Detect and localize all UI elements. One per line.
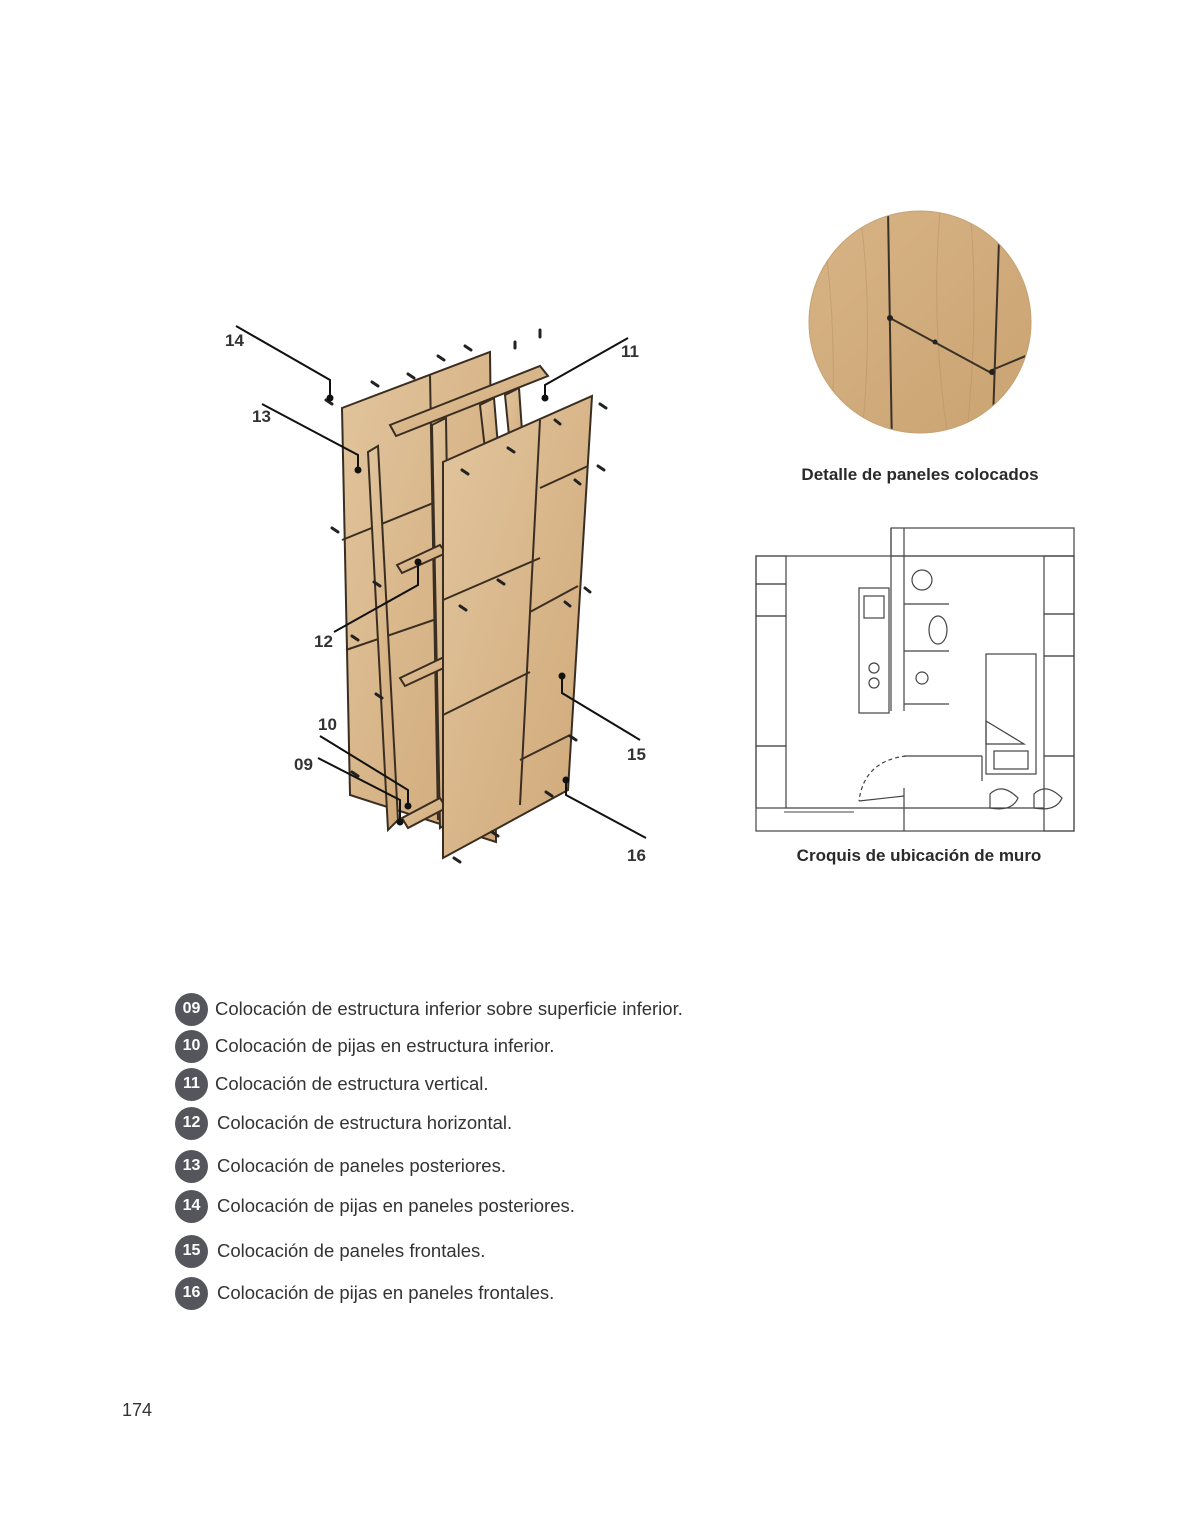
callout-09: 09 — [294, 755, 313, 774]
floor-plan — [754, 526, 1078, 836]
step-text: Colocación de paneles posteriores. — [217, 1155, 506, 1176]
callout-11: 11 — [621, 342, 639, 361]
step-text: Colocación de estructura vertical. — [215, 1073, 489, 1094]
step-number-badge: 15 — [175, 1235, 208, 1268]
step-number-badge: 09 — [175, 993, 208, 1026]
step-text: Colocación de pijas en paneles frontales. — [217, 1282, 555, 1303]
callout-10: 10 — [318, 715, 337, 734]
callout-16: 16 — [627, 846, 646, 865]
step-text: Colocación de estructura inferior sobre superficie inferior. — [215, 998, 683, 1019]
step-number-badge: 12 — [175, 1107, 208, 1140]
step-number-badge: 16 — [175, 1277, 208, 1310]
callout-14: 14 — [225, 331, 244, 350]
panel-detail-circle — [800, 210, 1040, 450]
list-item — [175, 1029, 554, 1063]
front-panel — [443, 396, 592, 858]
step-number-badge: 11 — [175, 1068, 208, 1101]
plan-caption: Croquis de ubicación de muro — [796, 846, 1042, 865]
step-text: Colocación de paneles frontales. — [217, 1240, 486, 1261]
step-text: Colocación de estructura horizontal. — [217, 1112, 513, 1133]
list-item — [175, 1276, 554, 1310]
step-number-badge: 13 — [175, 1150, 208, 1183]
callout-15: 15 — [627, 745, 646, 764]
list-item — [175, 1149, 506, 1183]
list-item — [175, 1106, 512, 1140]
list-item — [175, 1189, 575, 1223]
step-number-badge: 14 — [175, 1190, 208, 1223]
page-number: 174 — [122, 1400, 153, 1420]
detail-caption: Detalle de paneles colocados — [801, 465, 1039, 484]
list-item — [175, 1234, 485, 1268]
step-text: Colocación de pijas en paneles posteriores. — [217, 1195, 575, 1216]
step-text: Colocación de pijas en estructura inferior. — [215, 1035, 555, 1056]
step-number-badge: 10 — [175, 1030, 208, 1063]
exploded-wall-diagram — [0, 0, 760, 940]
list-item — [175, 1067, 489, 1101]
callout-12: 12 — [314, 632, 333, 651]
list-item — [175, 992, 683, 1026]
callout-13: 13 — [252, 407, 271, 426]
